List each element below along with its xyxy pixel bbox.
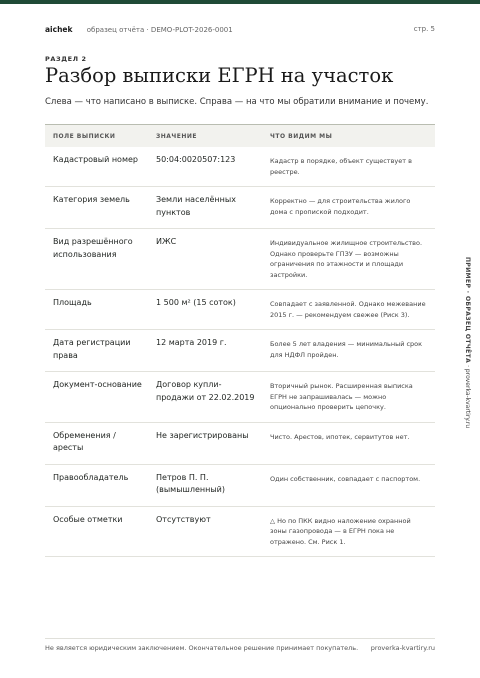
table-row bbox=[45, 506, 435, 557]
row-field: Вид разрешённого использования bbox=[45, 229, 148, 290]
row-value: Отсутствуют bbox=[148, 506, 262, 557]
page-footer bbox=[45, 644, 435, 652]
row-value: Земли населённых пунктов bbox=[148, 187, 262, 229]
row-note: Индивидуальное жилищное строительство. Однако проверьте ГПЗУ — возможны ограничения по этажности и площади застройки. bbox=[262, 229, 435, 290]
row-note: Чисто. Арестов, ипотек, сервитутов нет. bbox=[262, 422, 435, 464]
row-note: Более 5 лет владения — минимальный срок для НДФЛ пройден. bbox=[262, 330, 435, 372]
row-value: 12 марта 2019 г. bbox=[148, 330, 262, 372]
row-field: Дата регистрации права bbox=[45, 330, 148, 372]
row-note: △ Но по ПКК видно наложение охранной зоны газопровода — в ЕГРН пока не отражено. См. Риск 1. bbox=[262, 506, 435, 557]
page-title: Разбор выписки ЕГРН на участок bbox=[45, 64, 394, 87]
section-label: РАЗДЕЛ 2 bbox=[45, 55, 87, 63]
sample-label: образец отчёта · DEMO-PLOT-2026-0001 bbox=[86, 26, 233, 34]
egrn-table bbox=[45, 124, 435, 557]
row-value: Договор купли-продажи от 22.02.2019 bbox=[148, 372, 262, 423]
row-field: Документ-основание bbox=[45, 372, 148, 423]
side-watermark-text bbox=[462, 257, 473, 449]
footer-site-link[interactable]: proverka-kvartiry.ru bbox=[370, 644, 435, 652]
row-value: 1 500 м² (15 соток) bbox=[148, 290, 262, 330]
row-note: Совпадает с заявленной. Однако межевание 2015 г. — рекомендуем свежее (Риск 3). bbox=[262, 290, 435, 330]
table-row bbox=[45, 330, 435, 372]
footer-disclaimer: Не является юридическим заключением. Окончательное решение принимает покупатель. bbox=[45, 644, 359, 652]
row-field: Кадастровый номер bbox=[45, 147, 148, 187]
side-watermark bbox=[462, 257, 473, 449]
row-note: Один собственник, совпадает с паспортом. bbox=[262, 464, 435, 506]
row-value: ИЖС bbox=[148, 229, 262, 290]
row-field: Особые отметки bbox=[45, 506, 148, 557]
row-note: Вторичный рынок. Расширенная выписка ЕГРН не запрашивалась — можно опционально проверить цепочку. bbox=[262, 372, 435, 423]
table-row bbox=[45, 464, 435, 506]
row-field: Площадь bbox=[45, 290, 148, 330]
page-number: стр. 5 bbox=[413, 25, 435, 33]
column-header-note: ЧТО ВИДИМ МЫ bbox=[262, 125, 435, 148]
row-note: Корректно — для строительства жилого дома с пропиской подходит. bbox=[262, 187, 435, 229]
table-header-row bbox=[45, 125, 435, 148]
table-row bbox=[45, 187, 435, 229]
table-row bbox=[45, 372, 435, 423]
column-header-field: ПОЛЕ ВЫПИСКИ bbox=[45, 125, 148, 148]
row-field: Обременения / аресты bbox=[45, 422, 148, 464]
column-header-value: ЗНАЧЕНИЕ bbox=[148, 125, 262, 148]
row-note: Кадастр в порядке, объект существует в реестре. bbox=[262, 147, 435, 187]
row-value: Петров П. П. (вымышленный) bbox=[148, 464, 262, 506]
row-value: Не зарегистрированы bbox=[148, 422, 262, 464]
side-watermark-label: ПРИМЕР · ОБРАЗЕЦ ОТЧЁТА bbox=[464, 257, 471, 364]
side-watermark-site: · proverka-kvartiry.ru bbox=[464, 365, 471, 429]
row-field: Категория земель bbox=[45, 187, 148, 229]
page-header bbox=[45, 25, 435, 37]
page-subtitle: Слева — что написано в выписке. Справа — на что мы обратили внимание и почему. bbox=[45, 97, 429, 107]
row-value: 50:04:0020507:123 bbox=[148, 147, 262, 187]
table-row bbox=[45, 147, 435, 187]
table-row bbox=[45, 422, 435, 464]
brand-logo: aichek bbox=[45, 25, 73, 34]
table-row bbox=[45, 290, 435, 330]
row-field: Правообладатель bbox=[45, 464, 148, 506]
table-row bbox=[45, 229, 435, 290]
footer-divider bbox=[45, 638, 435, 639]
top-accent-bar bbox=[0, 0, 480, 4]
